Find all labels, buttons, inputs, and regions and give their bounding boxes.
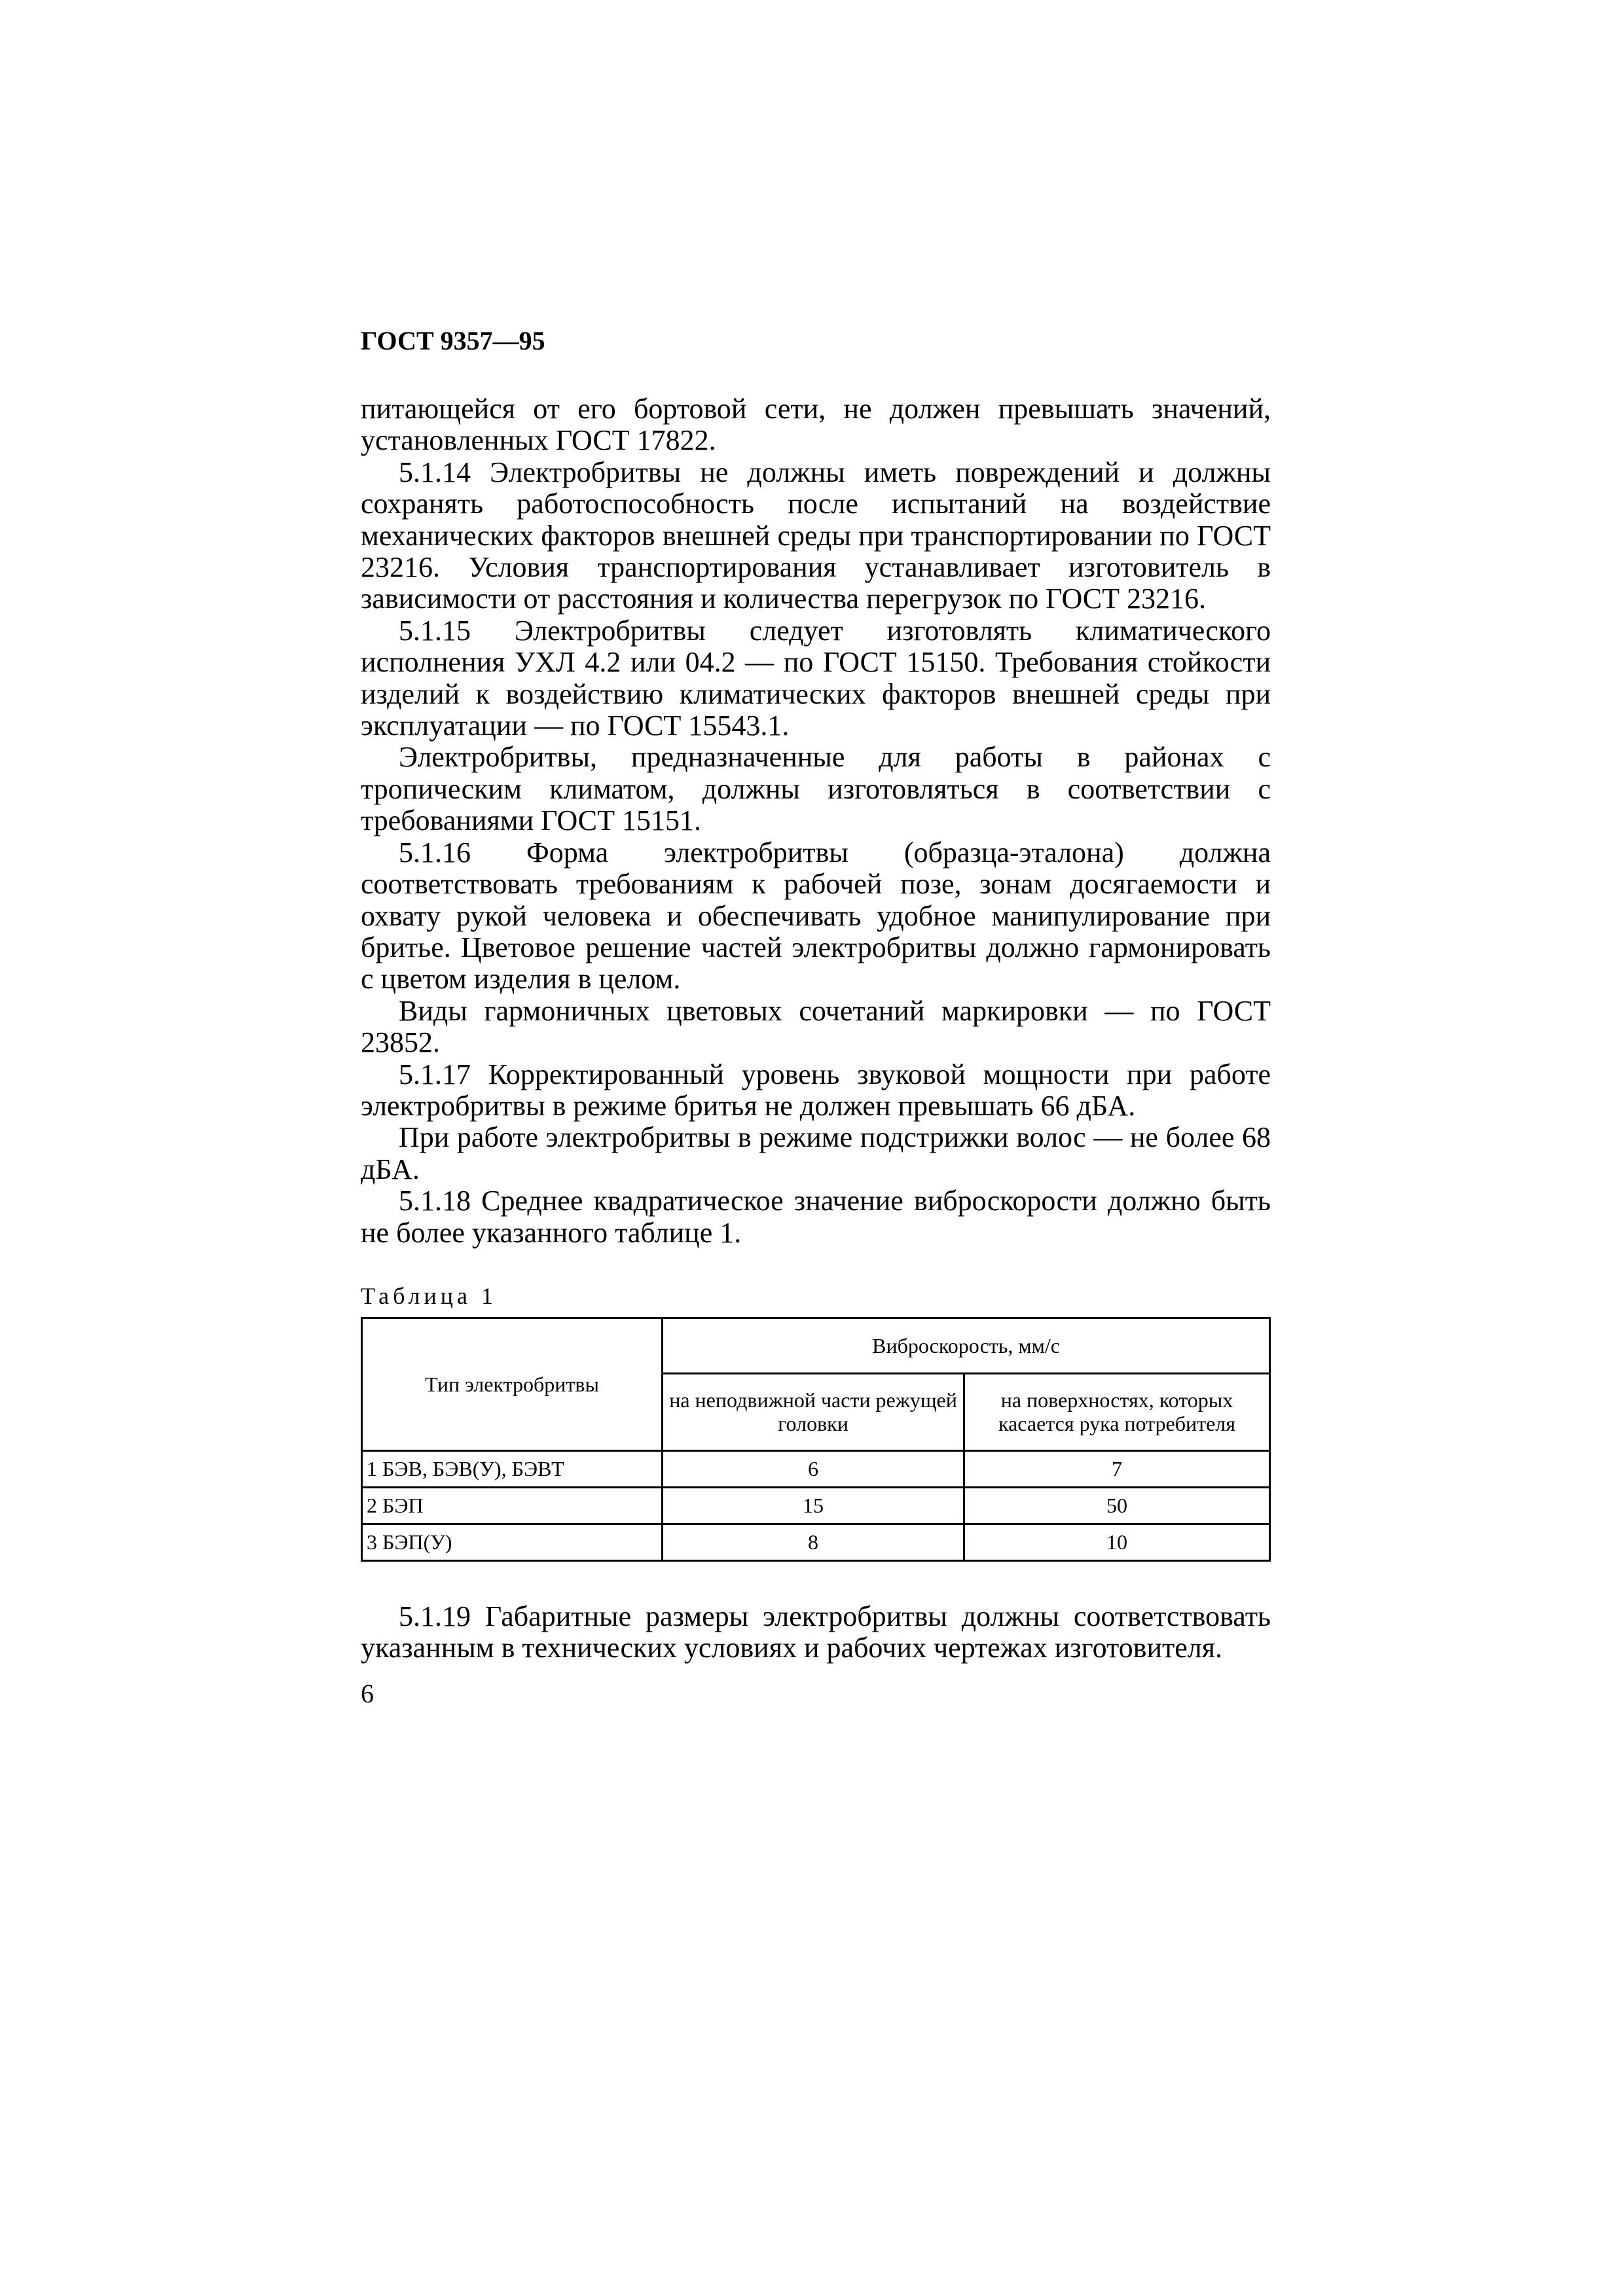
table-row bbox=[362, 1450, 1270, 1487]
paragraph: 5.1.18 Среднее квадратическое значение виброскорости должно быть не более указанного таблице 1. bbox=[361, 1185, 1271, 1249]
row-value-head: 15 bbox=[663, 1487, 964, 1524]
row-type: 2 БЭП bbox=[362, 1487, 663, 1524]
sub-header-hand: на поверхностях, которых касается рука потребителя bbox=[964, 1373, 1270, 1450]
body-text bbox=[361, 393, 1271, 1249]
paragraph: 5.1.14 Электробритвы не должны иметь повреждений и должны сохранять работоспособность после испытаний на воздействие механических факторов внешней среды при транспортировании по ГОСТ 23216. Условия транспортирования устанавливает изготовитель в зависимости от расстояния и количества перегрузок по ГОСТ 23216. bbox=[361, 456, 1271, 615]
paragraph: 5.1.17 Корректированный уровень звуковой мощности при работе электробритвы в режиме бритья не должен превышать 66 дБА. bbox=[361, 1058, 1271, 1122]
page-number: 6 bbox=[361, 1678, 374, 1708]
row-type: 3 БЭП(У) bbox=[362, 1524, 663, 1560]
document-page bbox=[361, 325, 1271, 1710]
paragraph: питающейся от его бортовой сети, не должен превышать значений, установленных ГОСТ 17822. bbox=[361, 393, 1271, 457]
document-header: ГОСТ 9357—95 bbox=[361, 326, 545, 355]
table-row bbox=[362, 1524, 1270, 1560]
row-value-hand: 50 bbox=[964, 1487, 1270, 1524]
row-value-head: 8 bbox=[663, 1524, 964, 1560]
paragraph: Электробритвы, предназначенные для работы в районах с тропическим климатом, должны изготовляться в соответствии с требованиями ГОСТ 15151. bbox=[361, 741, 1271, 837]
paragraph: 5.1.16 Форма электробритвы (образца-эталона) должна соответствовать требованиям к рабочей позе, зонам досягаемости и охвату рукой человека и обеспечивать удобное манипулирование при бритье. Цветовое решение частей электробритвы должно гармонировать с цветом изделия в целом. bbox=[361, 836, 1271, 996]
sub-header-head: на неподвижной части режущей головки bbox=[663, 1373, 964, 1450]
paragraph: При работе электробритвы в режиме подстрижки волос — не более 68 дБА. bbox=[361, 1121, 1271, 1185]
row-value-hand: 7 bbox=[964, 1450, 1270, 1487]
table-caption: Таблица 1 bbox=[361, 1282, 497, 1309]
row-value-head: 6 bbox=[663, 1450, 964, 1487]
body-text-after-table bbox=[361, 1601, 1271, 1664]
paragraph: Виды гармоничных цветовых сочетаний маркировки — по ГОСТ 23852. bbox=[361, 994, 1271, 1059]
paragraph: 5.1.19 Габаритные размеры электробритвы должны соответствовать указанным в технических условиях и рабочих чертежах изготовителя. bbox=[361, 1600, 1271, 1664]
row-value-hand: 10 bbox=[964, 1524, 1270, 1560]
col-group-header: Виброскорость, мм/с bbox=[663, 1318, 1270, 1373]
row-type: 1 БЭВ, БЭВ(У), БЭВТ bbox=[362, 1450, 663, 1487]
col-type-header: Тип электробритвы bbox=[362, 1318, 663, 1450]
table-header-row bbox=[362, 1318, 1270, 1373]
vibration-table bbox=[361, 1317, 1271, 1562]
table-row bbox=[362, 1487, 1270, 1524]
paragraph: 5.1.15 Электробритвы следует изготовлять климатического исполнения УХЛ 4.2 или 04.2 — по ГОСТ 15150. Требования стойкости изделий к воздействию климатических факторов внешней среды при эксплуатации — по ГОСТ 15543.1. bbox=[361, 614, 1271, 742]
